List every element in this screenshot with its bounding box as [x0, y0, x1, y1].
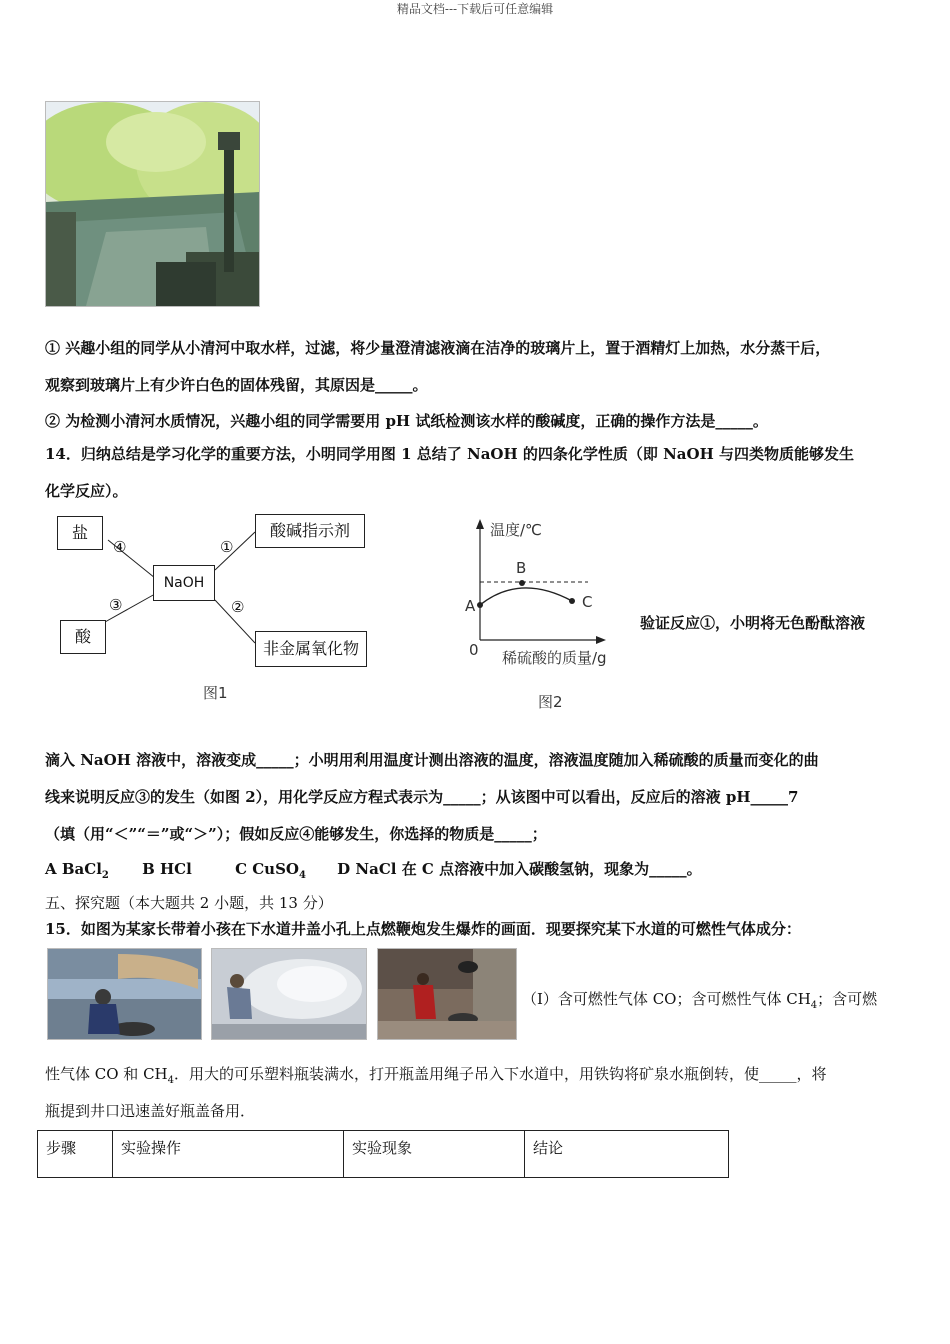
q13-line1: ① 兴趣小组的同学从小清河中取水样，过滤，将少量澄清滤液滴在洁净的玻璃片上，置于酒精灯上加热，水分蒸干后，	[45, 339, 831, 357]
x-axis-label: 稀硫酸的质量/g	[502, 649, 607, 667]
figure-2-caption: 图2	[538, 693, 563, 711]
q15-photo-3-image	[378, 949, 516, 1039]
figure-2	[460, 515, 630, 715]
table-header-phenomenon: 实验现象	[344, 1131, 525, 1178]
table-header-conclusion: 结论	[525, 1131, 729, 1178]
naoh-box: NaOH	[153, 565, 215, 601]
option-a: A BaCl$_2$	[45, 860, 109, 881]
q13-line2: 观察到玻璃片上有少许白色的固体残留，其原因是_____。	[45, 376, 428, 394]
q15-line1: 15．如图为某家长带着小孩在下水道井盖小孔上点燃鞭炮发生爆炸的画面．现要探究某下水道的可燃性气体成分：	[45, 920, 801, 938]
point-a-label: A	[465, 597, 476, 615]
point-c-label: C	[582, 593, 593, 611]
table-header-step: 步骤	[38, 1131, 113, 1178]
q15-line2: 性气体 CO 和 $CH_4$．用大的可乐塑料瓶装满水，打开瓶盖用绳子吊入下水道中，用铁钩将矿泉水瓶倒转，使_____，将	[45, 1065, 827, 1086]
option-d: D NaCl 在 C 点溶液中加入碳酸氢钠，现象为_____。	[337, 860, 702, 878]
y-axis-label: 温度/℃	[490, 521, 542, 539]
river-photo	[45, 101, 260, 307]
table-header-operation: 实验操作	[113, 1131, 344, 1178]
section5-title: 五、探究题（本大题共 2 小题，共 13 分）	[45, 894, 333, 912]
q14-line3: 滴入 NaOH 溶液中，溶液变成_____；小明用利用温度计测出溶液的温度，溶液温度随加入稀硫酸的质量而变化的曲	[45, 751, 819, 769]
q15-photo-2	[211, 948, 367, 1040]
q15-side-text: （Ⅰ）含可燃性气体 CO；含可燃性气体 $CH_4$；含可燃	[522, 990, 878, 1011]
q14-line2: 化学反应）。	[45, 482, 128, 500]
figure-1-caption: 图1	[203, 684, 228, 702]
point-b-label: B	[516, 559, 527, 577]
q15-photo-3	[377, 948, 517, 1040]
q15-line3: 瓶提到井口迅速盖好瓶盖备用．	[45, 1102, 256, 1120]
nonmetal-oxide-box: 非金属氧化物	[255, 631, 367, 667]
experiment-table	[37, 1130, 729, 1178]
q15-photo-1	[47, 948, 202, 1040]
table-header-row	[38, 1131, 729, 1178]
q15-photo-2-image	[212, 949, 366, 1039]
q14-options	[45, 858, 702, 881]
reaction-4-label: ④	[113, 538, 127, 556]
indicator-box: 酸碱指示剂	[255, 514, 365, 548]
page-header: 精品文档---下载后可任意编辑	[396, 2, 554, 16]
salt-box: 盐	[57, 516, 103, 550]
option-c: C CuSO$_4$	[235, 860, 306, 881]
reaction-1-label: ①	[220, 538, 234, 556]
reaction-2-label: ②	[231, 598, 245, 616]
figure-2-plot	[460, 515, 630, 715]
q14-line4: 线来说明反应③的发生（如图 2），用化学反应方程式表示为_____；从该图中可以看出，反应后的溶液 pH_____7	[45, 788, 799, 806]
q14-line5: （填（用“＜”“＝”或“＞”）；假如反应④能够发生，你选择的物质是_____；	[45, 825, 547, 843]
option-b: B HCl	[142, 860, 192, 878]
q14-side-text: 验证反应①，小明将无色酚酞溶液	[640, 614, 866, 632]
origin-label: 0	[469, 641, 479, 659]
acid-box: 酸	[60, 620, 106, 654]
q14-line1: 14．归纳总结是学习化学的重要方法，小明同学用图 1 总结了 NaOH 的四条化学性质（即 NaOH 与四类物质能够发生	[45, 445, 854, 463]
q13-line3: ② 为检测小清河水质情况，兴趣小组的同学需要用 pH 试纸检测该水样的酸碱度，正确的操作方法是_____。	[45, 412, 768, 430]
q15-photo-1-image	[48, 949, 201, 1039]
figure-1	[55, 510, 375, 710]
reaction-3-label: ③	[109, 596, 123, 614]
river-photo-image	[46, 102, 259, 306]
